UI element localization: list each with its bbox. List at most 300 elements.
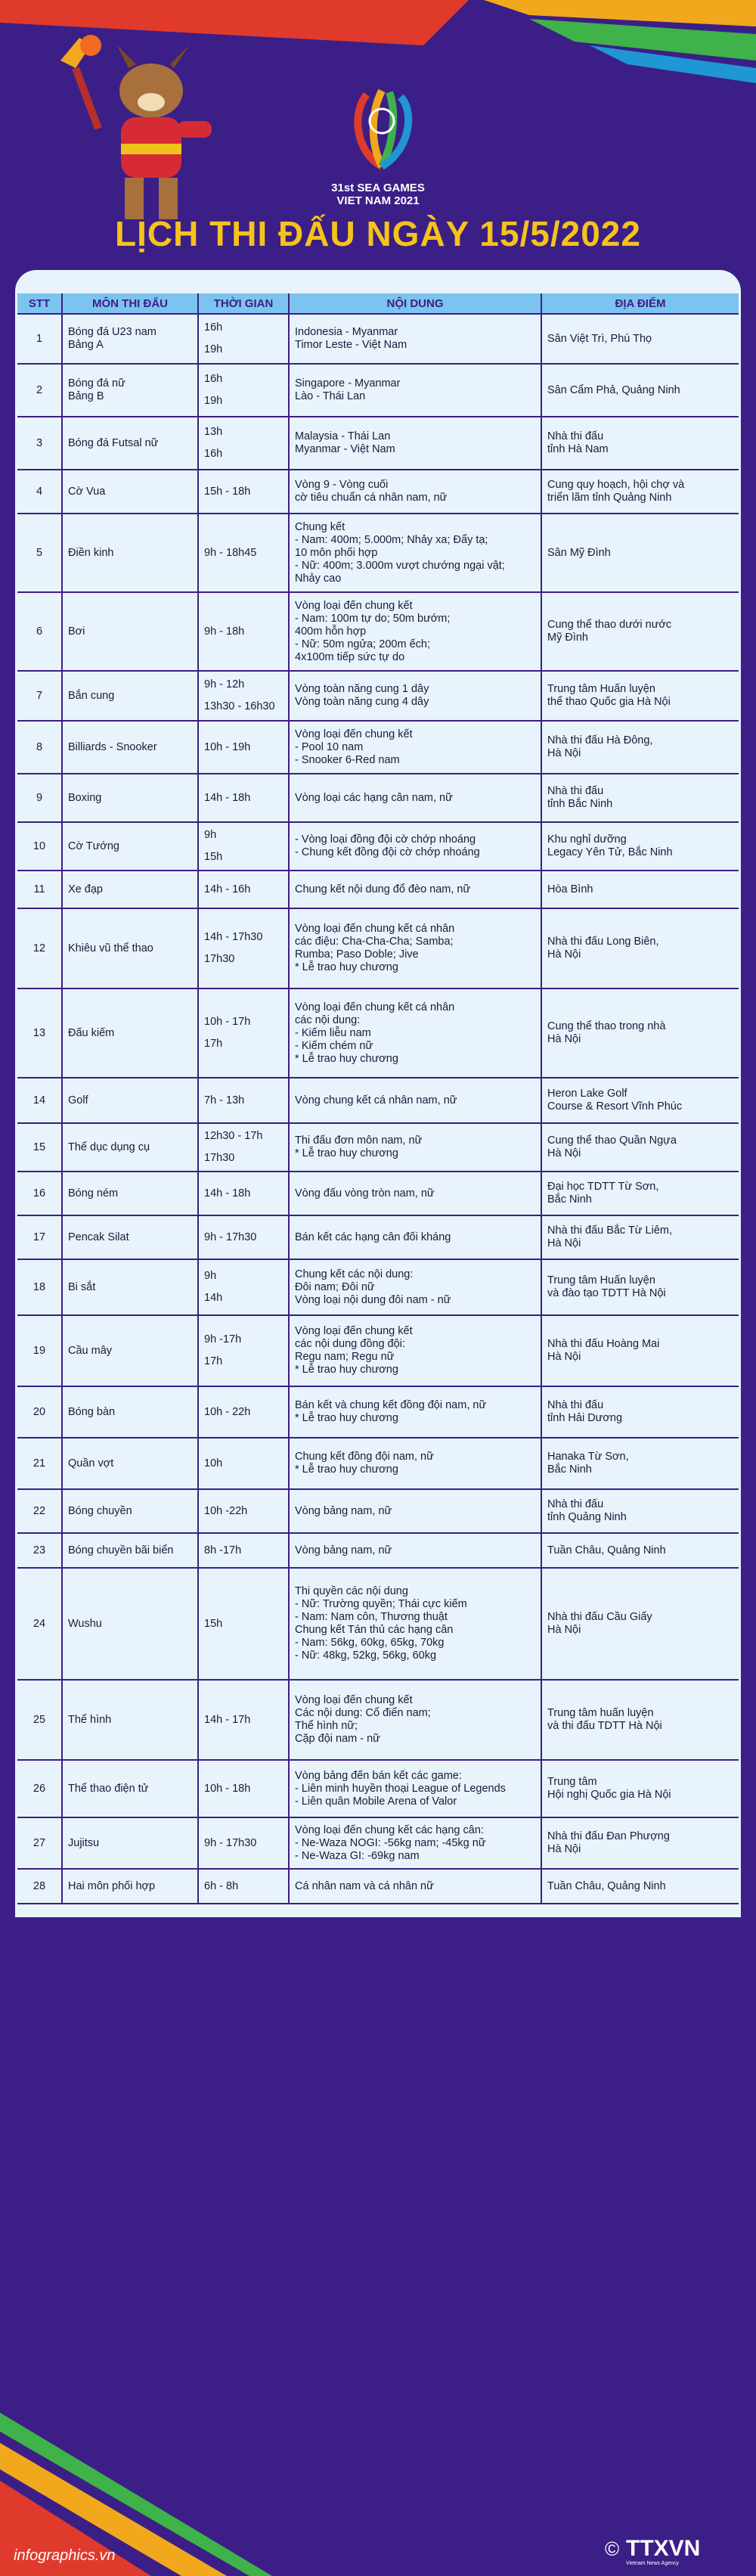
cell-sport-line: Bóng đá nữ	[68, 377, 125, 390]
cell-time-line: 15h	[204, 851, 223, 863]
cell-content-line: Malaysia - Thái Lan	[295, 430, 391, 442]
cell-stt: 3	[17, 417, 63, 469]
cell-venue-line: tỉnh Bắc Ninh	[547, 798, 613, 810]
cell-sport	[63, 1316, 199, 1386]
cell-stt: 13	[17, 989, 63, 1077]
cell-sport-line: Xe đạp	[68, 883, 103, 895]
cell-content-line: - Nữ: Trường quyền; Thái cực kiếm	[295, 1598, 467, 1610]
cell-venue-line: Hà Nội	[547, 1147, 581, 1159]
cell-content-line: Cặp đội nam - nữ	[295, 1733, 380, 1745]
cell-content-line: Chung kết đồng đội nam, nữ	[295, 1451, 434, 1463]
cell-time	[199, 823, 290, 870]
cell-time	[199, 593, 290, 670]
cell-sport-line: Bóng chuyền	[68, 1504, 132, 1517]
cell-content-line: Vòng đấu vòng tròn nam, nữ	[295, 1187, 435, 1200]
cell-stt: 16	[17, 1172, 63, 1215]
cell-sport	[63, 1870, 199, 1903]
table-row	[17, 1079, 739, 1124]
table-row	[17, 909, 739, 989]
cell-venue-line: Nhà thi đấu Đan Phượng	[547, 1830, 670, 1842]
table-row	[17, 470, 739, 514]
cell-content-line: Vòng loại các hạng cân nam, nữ	[295, 791, 453, 804]
cell-time	[199, 1761, 290, 1817]
cell-sport-line: Bơi	[68, 625, 85, 638]
cell-sport	[63, 417, 199, 469]
cell-time-line: 13h	[204, 426, 223, 438]
cell-time-line: 14h - 17h30	[204, 931, 263, 943]
cell-content-line: Bán kết các hạng cân đối kháng	[295, 1231, 451, 1243]
cell-sport	[63, 365, 199, 416]
cell-venue-line: Heron Lake Golf	[547, 1088, 627, 1100]
cell-sport-line: Cầu mây	[68, 1344, 113, 1357]
cell-content-line: Vòng bảng nam, nữ	[295, 1504, 392, 1517]
cell-time-line: 9h - 18h	[204, 625, 245, 638]
cell-content-line: Thể hình nữ;	[295, 1720, 358, 1732]
cell-venue-line: Tuần Châu, Quảng Ninh	[547, 1879, 666, 1892]
ttxvn-logo	[605, 2530, 741, 2568]
table-row	[17, 1260, 739, 1316]
cell-venue	[542, 1387, 739, 1437]
column-header-content: NỘI DUNG	[290, 293, 542, 313]
cell-venue-line: Nhà thi đấu Long Biên,	[547, 936, 659, 948]
table-row	[17, 1124, 739, 1172]
cell-content-line: - Ne-Waza NOGI: -56kg nam; -45kg nữ	[295, 1836, 486, 1849]
cell-stt: 15	[17, 1124, 63, 1171]
cell-stt: 26	[17, 1761, 63, 1817]
cell-venue-line: triển lãm tỉnh Quảng Ninh	[547, 492, 672, 504]
cell-venue-line: Tuần Châu, Quảng Ninh	[547, 1544, 666, 1556]
cell-content-line: Bán kết và chung kết đồng đội nam, nữ	[295, 1399, 487, 1411]
cell-venue	[542, 1534, 739, 1567]
cell-content	[290, 871, 542, 908]
cell-content	[290, 1260, 542, 1314]
cell-venue-line: Bắc Ninh	[547, 1463, 592, 1476]
cell-venue	[542, 1172, 739, 1215]
cell-content-line: Cá nhân nam và cá nhân nữ	[295, 1879, 434, 1892]
cell-time-line: 17h30	[204, 1152, 235, 1164]
cell-content	[290, 1490, 542, 1532]
cell-stt: 28	[17, 1870, 63, 1903]
cell-venue-line: tỉnh Hải Dương	[547, 1412, 623, 1424]
table-row	[17, 593, 739, 672]
cell-venue-line: Nhà thi đấu Cầu Giấy	[547, 1611, 652, 1623]
column-header-time: THỜI GIAN	[199, 293, 290, 313]
cell-stt: 18	[17, 1260, 63, 1314]
cell-sport	[63, 823, 199, 870]
cell-content-line: Vòng loại đến chung kết	[295, 728, 413, 740]
cell-content-line: - Pool 10 nam	[295, 740, 364, 753]
cell-sport-line: Wushu	[68, 1617, 102, 1630]
cell-content	[290, 1569, 542, 1679]
cell-venue-line: Hòa Bình	[547, 883, 593, 895]
cell-time	[199, 1490, 290, 1532]
cell-time-line: 16h	[204, 373, 223, 385]
cell-venue-line: và đào tạo TDTT Hà Nội	[547, 1287, 666, 1299]
table-row	[17, 1818, 739, 1870]
cell-stt: 12	[17, 909, 63, 988]
cell-content-line: - Nam: 100m tự do; 50m bướm;	[295, 612, 451, 625]
cell-content-line: * Lễ trao huy chương	[295, 1052, 398, 1065]
cell-content-line: - Chung kết đồng đội cờ chớp nhoáng	[295, 846, 480, 858]
cell-content-line: Các nội dung: Cổ điển nam;	[295, 1707, 431, 1719]
cell-venue-line: Nhà thi đấu	[547, 1399, 604, 1411]
cell-time	[199, 417, 290, 469]
page-title: LỊCH THI ĐẤU NGÀY 15/5/2022	[115, 214, 641, 253]
cell-sport-line: Bóng ném	[68, 1187, 119, 1200]
cell-sport	[63, 722, 199, 773]
cell-venue-line: Cung thể thao trong nhà	[547, 1020, 666, 1032]
cell-venue-line: Trung tâm Huấn luyện	[547, 1274, 655, 1286]
cell-content	[290, 1079, 542, 1122]
cell-content-line: * Lễ trao huy chương	[295, 1463, 398, 1476]
cell-sport-line: Bóng chuyền bãi biển	[68, 1544, 174, 1556]
cell-sport-line: Billiards - Snooker	[68, 740, 157, 753]
cell-content	[290, 1870, 542, 1903]
cell-time-line: 14h - 18h	[204, 1187, 251, 1200]
cell-time-line: 17h	[204, 1038, 223, 1050]
cell-content-line: * Lễ trao huy chương	[295, 1147, 398, 1159]
cell-venue-line: Mỹ Đình	[547, 632, 588, 644]
cell-venue-line: Trung tâm huấn luyện	[547, 1707, 654, 1719]
cell-time	[199, 774, 290, 821]
cell-venue-line: Hà Nội	[547, 747, 581, 759]
cell-venue-line: Cung quy hoạch, hội chợ và	[547, 479, 685, 491]
cell-sport	[63, 909, 199, 988]
cell-content-line: * Lễ trao huy chương	[295, 961, 398, 973]
cell-venue	[542, 1490, 739, 1532]
cell-content	[290, 1124, 542, 1171]
cell-venue	[542, 1316, 739, 1386]
cell-venue-line: Nhà thi đấu Bắc Từ Liêm,	[547, 1224, 672, 1237]
cell-time	[199, 1079, 290, 1122]
cell-content	[290, 1681, 542, 1759]
cell-venue	[542, 1569, 739, 1679]
cell-stt: 17	[17, 1216, 63, 1259]
table-row	[17, 1761, 739, 1818]
cell-content-line: Vòng bảng đến bán kết các game:	[295, 1769, 462, 1782]
cell-time	[199, 1172, 290, 1215]
cell-content	[290, 315, 542, 363]
cell-content-line: Thi đấu đơn môn nam, nữ	[295, 1134, 423, 1147]
cell-content-line: - Nam: 56kg, 60kg, 65kg, 70kg	[295, 1637, 445, 1649]
cell-content-line: Vòng toàn năng cung 4 dây	[295, 696, 429, 708]
cell-time-line: 14h - 16h	[204, 883, 251, 895]
cell-content-line: - Kiếm chém nữ	[295, 1039, 373, 1052]
cell-content-line: Vòng 9 - Vòng cuối	[295, 479, 389, 491]
table-row	[17, 823, 739, 871]
table-header-row	[17, 293, 739, 315]
cell-venue	[542, 909, 739, 988]
cell-venue-line: Nhà thi đấu Hà Đông,	[547, 734, 653, 746]
table-row	[17, 417, 739, 470]
cell-content	[290, 1818, 542, 1868]
cell-content-line: Nhảy cao	[295, 572, 342, 585]
cell-content-line: - Liên quân Mobile Arena of Valor	[295, 1795, 457, 1808]
table-row	[17, 871, 739, 909]
cell-content-line: 10 môn phối hợp	[295, 546, 378, 559]
cell-venue	[542, 315, 739, 363]
cell-content	[290, 365, 542, 416]
copyright-symbol: ©	[605, 2537, 620, 2560]
cell-time-line: 10h - 19h	[204, 740, 251, 753]
cell-stt: 5	[17, 514, 63, 591]
cell-time-line: 16h	[204, 448, 223, 460]
cell-venue-line: Đại học TDTT Từ Sơn,	[547, 1181, 659, 1193]
cell-time-line: 7h - 13h	[204, 1094, 245, 1106]
cell-venue	[542, 514, 739, 591]
table-row	[17, 365, 739, 417]
cell-content-line: Indonesia - Myanmar	[295, 326, 398, 338]
cell-content-line: Vòng bảng nam, nữ	[295, 1544, 392, 1556]
cell-sport	[63, 672, 199, 720]
cell-time-line: 14h - 18h	[204, 791, 251, 804]
cell-sport-line: Đấu kiếm	[68, 1026, 115, 1039]
cell-venue	[542, 1079, 739, 1122]
cell-time-line: 17h30	[204, 953, 235, 965]
cell-time	[199, 1534, 290, 1567]
cell-time	[199, 871, 290, 908]
table-row	[17, 672, 739, 722]
cell-sport-line: Jujitsu	[68, 1836, 100, 1849]
cell-stt: 22	[17, 1490, 63, 1532]
sea-games-logo	[325, 83, 438, 174]
cell-sport	[63, 1124, 199, 1171]
cell-time	[199, 1216, 290, 1259]
cell-venue	[542, 823, 739, 870]
cell-venue-line: Hà Nội	[547, 1624, 581, 1636]
cell-content-line: Vòng loại đến chung kết	[295, 1325, 413, 1337]
cell-venue	[542, 470, 739, 513]
cell-time-line: 9h - 12h	[204, 678, 245, 691]
table-row	[17, 1172, 739, 1216]
cell-content-line: - Kiếm liễu nam	[295, 1026, 371, 1039]
cell-content	[290, 470, 542, 513]
cell-venue-line: Sân Việt Trì, Phú Thọ	[547, 332, 652, 345]
games-name: 31st SEA GAMES VIET NAM 2021	[331, 182, 425, 207]
cell-content	[290, 1316, 542, 1386]
cell-time-line: 9h - 18h45	[204, 546, 257, 559]
table-body	[17, 315, 739, 1904]
table-row	[17, 514, 739, 593]
cell-content-line: các nội dung đồng đội:	[295, 1338, 405, 1350]
cell-time	[199, 1569, 290, 1679]
cell-content	[290, 1534, 542, 1567]
cell-stt: 10	[17, 823, 63, 870]
cell-content-line: - Nữ: 48kg, 52kg, 56kg, 60kg	[295, 1650, 437, 1662]
cell-time-line: 10h	[204, 1457, 223, 1470]
table-row	[17, 1870, 739, 1904]
cell-time-line: 9h -17h	[204, 1333, 242, 1345]
cell-venue	[542, 1818, 739, 1868]
cell-content-line: các nội dung:	[295, 1013, 361, 1026]
cell-venue-line: Hà Nội	[547, 1033, 581, 1045]
cell-time	[199, 514, 290, 591]
cell-content-line: - Nam: 400m; 5.000m; Nhảy xa; Đẩy tạ;	[295, 533, 488, 546]
cell-stt: 21	[17, 1439, 63, 1488]
cell-sport-line: Pencak Silat	[68, 1231, 129, 1243]
cell-time-line: 19h	[204, 395, 223, 407]
cell-content-line: Đôi nam; Đôi nữ	[295, 1280, 375, 1293]
cell-content	[290, 774, 542, 821]
cell-content-line: Vòng toàn năng cung 1 dây	[295, 683, 429, 695]
cell-sport	[63, 470, 199, 513]
cell-time-line: 9h - 17h30	[204, 1231, 257, 1243]
cell-sport	[63, 1681, 199, 1759]
cell-stt: 1	[17, 315, 63, 363]
footer-site-name: infographics.vn	[14, 2547, 116, 2564]
cell-content	[290, 1216, 542, 1259]
cell-content-line: Rumba; Paso Doble; Jive	[295, 948, 419, 961]
table-row	[17, 989, 739, 1079]
cell-content	[290, 823, 542, 870]
cell-time-line: 14h	[204, 1292, 223, 1304]
cell-content-line: * Lễ trao huy chương	[295, 1364, 398, 1376]
cell-time-line: 13h30 - 16h30	[204, 700, 275, 712]
cell-content	[290, 1761, 542, 1817]
table-row	[17, 722, 739, 774]
cell-sport-line: Thể dục dụng cụ	[68, 1141, 150, 1153]
cell-content	[290, 1439, 542, 1488]
cell-content-line: - Vòng loại đồng đội cờ chớp nhoáng	[295, 833, 476, 846]
cell-stt: 8	[17, 722, 63, 773]
table-row	[17, 1316, 739, 1387]
cell-content-line: - Nữ: 50m ngửa; 200m ếch;	[295, 638, 430, 650]
cell-sport	[63, 989, 199, 1077]
cell-sport-line: Bảng B	[68, 390, 104, 402]
header	[0, 0, 756, 272]
cell-content-line: Vòng loại đến chung kết các hạng cân:	[295, 1823, 484, 1836]
cell-sport-line: Bóng đá U23 nam	[68, 326, 156, 338]
cell-content	[290, 989, 542, 1077]
cell-venue-line: tỉnh Hà Nam	[547, 443, 609, 455]
cell-time-line: 6h - 8h	[204, 1879, 239, 1892]
cell-time	[199, 909, 290, 988]
cell-content-line: Lào - Thái Lan	[295, 390, 366, 402]
cell-time	[199, 1439, 290, 1488]
cell-content-line: Timor Leste - Việt Nam	[295, 339, 407, 351]
cell-content-line: Vòng loại đến chung kết cá nhân	[295, 1001, 455, 1013]
cell-sport	[63, 1216, 199, 1259]
cell-content-line: 4x100m tiếp sức tự do	[295, 650, 405, 663]
cell-content-line: Myanmar - Việt Nam	[295, 443, 395, 455]
cell-sport	[63, 1818, 199, 1868]
cell-time	[199, 470, 290, 513]
cell-content-line: Chung kết nội dung đổ đèo nam, nữ	[295, 883, 471, 895]
cell-time-line: 8h -17h	[204, 1544, 242, 1556]
cell-content-line: - Liên minh huyền thoại League of Legends	[295, 1782, 506, 1795]
cell-content-line: Chung kết Tán thủ các hạng cân	[295, 1624, 454, 1636]
cell-stt: 19	[17, 1316, 63, 1386]
cell-sport-line: Điền kinh	[68, 546, 114, 559]
cell-content-line: Vòng chung kết cá nhân nam, nữ	[295, 1094, 457, 1106]
cell-time	[199, 1316, 290, 1386]
cell-venue	[542, 774, 739, 821]
cell-stt: 27	[17, 1818, 63, 1868]
cell-stt: 7	[17, 672, 63, 720]
cell-time	[199, 672, 290, 720]
cell-sport-line: Thể hình	[68, 1713, 112, 1726]
cell-content	[290, 909, 542, 988]
cell-sport	[63, 514, 199, 591]
cell-venue	[542, 1761, 739, 1817]
column-header-sport: MÔN THI ĐẤU	[63, 293, 199, 313]
cell-venue	[542, 593, 739, 670]
cell-venue-line: Cung thể thao Quần Ngựa	[547, 1134, 677, 1147]
cell-content-line: Vòng loại đến chung kết	[295, 599, 413, 612]
cell-content-line: - Snooker 6-Red nam	[295, 753, 400, 766]
cell-sport	[63, 1534, 199, 1567]
cell-sport	[63, 1490, 199, 1532]
cell-venue-line: Course & Resort Vĩnh Phúc	[547, 1100, 683, 1113]
cell-sport	[63, 1569, 199, 1679]
cell-sport	[63, 1439, 199, 1488]
cell-venue-line: tỉnh Quảng Ninh	[547, 1511, 627, 1523]
table-row	[17, 1387, 739, 1439]
cell-venue-line: Hội nghị Quốc gia Hà Nội	[547, 1789, 671, 1801]
cell-venue	[542, 989, 739, 1077]
cell-content-line: Singapore - Myanmar	[295, 377, 401, 390]
cell-venue-line: Nhà thi đấu	[547, 430, 604, 442]
cell-venue-line: Sân Mỹ Đình	[547, 546, 611, 559]
table-row	[17, 1681, 739, 1761]
cell-time	[199, 1260, 290, 1314]
cell-sport-line: Cờ Tướng	[68, 840, 119, 852]
cell-stt: 9	[17, 774, 63, 821]
cell-sport	[63, 1079, 199, 1122]
cell-stt: 25	[17, 1681, 63, 1759]
cell-content-line: - Nữ: 400m; 3.000m vượt chướng ngại vật;	[295, 559, 505, 572]
cell-content-line: Vòng loại đến chung kết cá nhân	[295, 923, 455, 935]
table-row	[17, 1439, 739, 1490]
cell-venue-line: và thi đấu TDTT Hà Nội	[547, 1720, 662, 1732]
cell-content-line: Chung kết	[295, 520, 345, 533]
cell-stt: 23	[17, 1534, 63, 1567]
cell-sport-line: Bi sắt	[68, 1280, 96, 1293]
cell-content	[290, 722, 542, 773]
cell-content	[290, 1172, 542, 1215]
cell-content	[290, 514, 542, 591]
cell-time-line: 10h - 18h	[204, 1782, 251, 1795]
cell-stt: 6	[17, 593, 63, 670]
cell-time-line: 17h	[204, 1355, 223, 1367]
cell-sport-line: Boxing	[68, 791, 102, 804]
cell-venue-line: Hanaka Từ Sơn,	[547, 1451, 629, 1463]
cell-venue-line: Hà Nội	[547, 1237, 581, 1249]
cell-stt: 14	[17, 1079, 63, 1122]
cell-venue-line: Khu nghỉ dưỡng	[547, 833, 627, 846]
cell-content	[290, 672, 542, 720]
cell-sport	[63, 1260, 199, 1314]
cell-content-line: các điệu: Cha-Cha-Cha; Samba;	[295, 936, 454, 948]
cell-venue-line: Hà Nội	[547, 1843, 581, 1855]
cell-sport	[63, 315, 199, 363]
cell-time-line: 19h	[204, 343, 223, 355]
agency-name: TTXVN	[626, 2536, 701, 2561]
cell-venue-line: Cung thể thao dưới nước	[547, 619, 672, 631]
cell-content	[290, 1387, 542, 1437]
cell-venue-line: Sân Cẩm Phả, Quảng Ninh	[547, 383, 680, 396]
cell-time	[199, 989, 290, 1077]
cell-time-line: 10h -22h	[204, 1504, 248, 1517]
cell-venue-line: Trung tâm	[547, 1776, 597, 1788]
cell-venue	[542, 1681, 739, 1759]
cell-time	[199, 1681, 290, 1759]
cell-time-line: 14h - 17h	[204, 1713, 251, 1726]
cell-venue-line: Nhà thi đấu	[547, 785, 604, 797]
cell-time	[199, 1870, 290, 1903]
cell-venue-line: Nhà thi đấu	[547, 1498, 604, 1510]
cell-content	[290, 417, 542, 469]
